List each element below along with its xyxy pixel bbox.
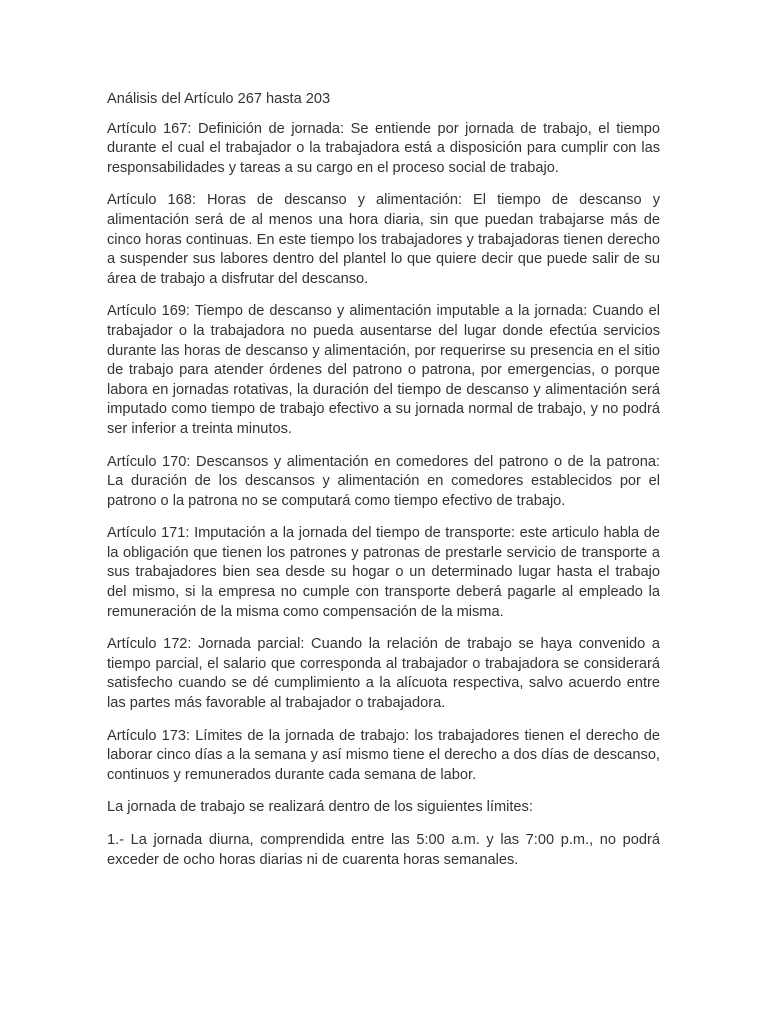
paragraph-jornada-diurna: 1.- La jornada diurna, comprendida entre las 5:00 a.m. y las 7:00 p.m., no podrá exceder de ocho horas diarias ni de cuarenta horas semanales. xyxy=(107,832,660,868)
paragraph-articulo-169: Artículo 169: Tiempo de descanso y alimentación imputable a la jornada: Cuando el trabajador o la trabajadora no pueda ausentarse del lugar donde efectúa servicios durante las horas de descanso y alimentación, por requerirse su presencia en el sitio de trabajo para atender órdenes del patrono o patrona, por emergencias, o porque labora en jornadas rotativas, la duración del tiempo de descanso y alimentación será imputado como tiempo de trabajo efectivo a su jornada normal de trabajo, y no podrá ser inferior a treinta minutos. xyxy=(107,303,660,437)
paragraph-articulo-168: Artículo 168: Horas de descanso y alimentación: El tiempo de descanso y alimentación será de al menos una hora diaria, sin que puedan trabajarse más de cinco horas continuas. En este tiempo los trabajadores y trabajadoras tienen derecho a suspender sus labores dentro del plantel lo que quiere decir que puede salir de su área de trabajo a disfrutar del descanso. xyxy=(107,192,660,287)
paragraph-articulo-167: Artículo 167: Definición de jornada: Se entiende por jornada de trabajo, el tiempo durante el cual el trabajador o la trabajadora está a disposición para cumplir con las responsabilidades y tareas a su cargo en el proceso social de trabajo. xyxy=(107,120,660,176)
paragraph-articulo-173: Artículo 173: Límites de la jornada de trabajo: los trabajadores tienen el derecho de laborar cinco días a la semana y así mismo tiene el derecho a dos días de descanso, continuos y remunerados durante cada semana de labor. xyxy=(107,727,660,783)
document-title: Análisis del Artículo 267 hasta 203 xyxy=(107,91,331,107)
paragraph-articulo-170: Artículo 170: Descansos y alimentación en comedores del patrono o de la patrona: La duración de los descansos y alimentación en comedores establecidos por el patrono o la patrona no se computará como tiempo efectivo de trabajo. xyxy=(107,453,660,509)
paragraph-articulo-171: Artículo 171: Imputación a la jornada del tiempo de transporte: este articulo habla de la obligación que tienen los patrones y patronas de prestarle servicio de transporte a sus trabajadores bien sea desde su hogar o un determinado lugar hasta el trabajo del mismo, si la empresa no cumple con transporte deberá pagarle al empleado la remuneración de la misma como compensación de la misma. xyxy=(107,525,660,620)
paragraph-limites-intro: La jornada de trabajo se realizará dentro de los siguientes límites: xyxy=(107,799,533,816)
document-body xyxy=(107,90,660,883)
paragraph-articulo-172: Artículo 172: Jornada parcial: Cuando la relación de trabajo se haya convenido a tiempo parcial, el salario que corresponda al trabajador o trabajadora se considerará satisfecho cuando se dé cumplimiento a la alícuota respectiva, salvo acuerdo entre las partes más favorable al trabajador o trabajadora. xyxy=(107,636,660,712)
